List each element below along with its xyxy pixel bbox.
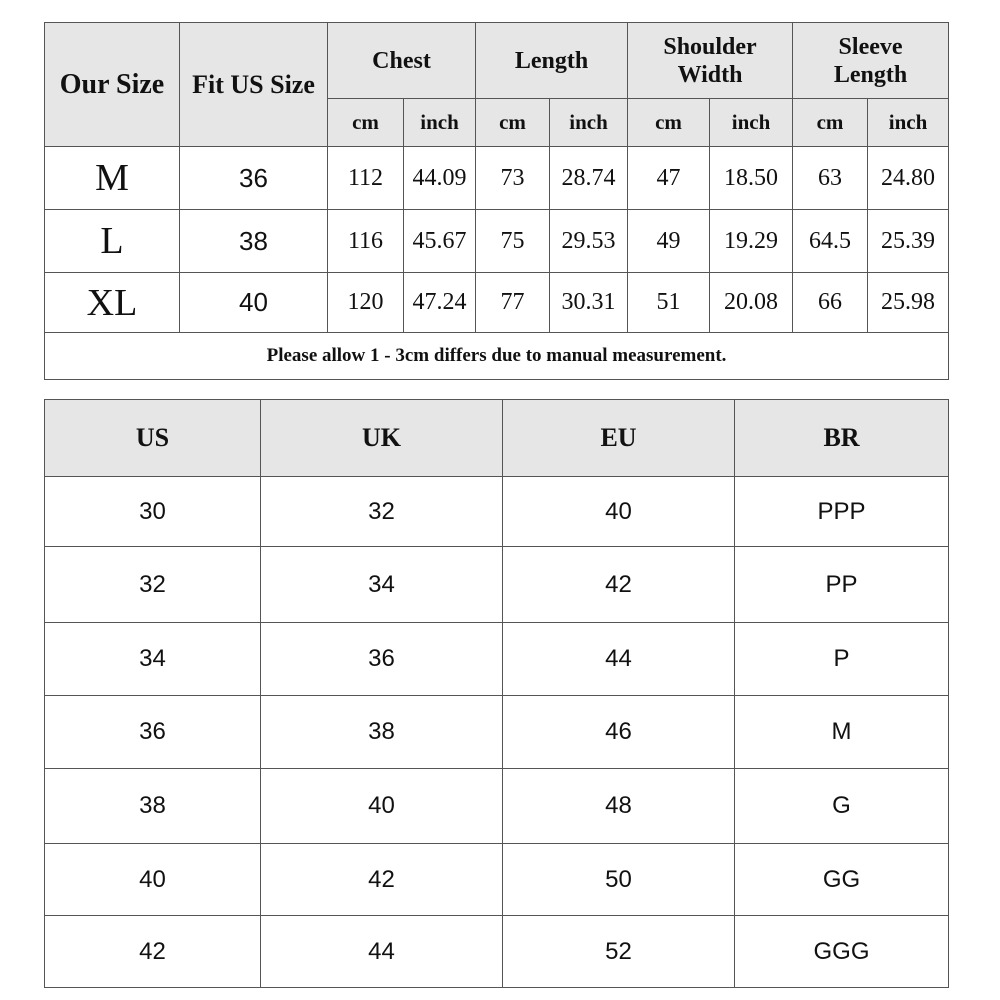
conversion-row (45, 547, 949, 623)
conversion-cell: 42 (45, 916, 261, 988)
conversion-cell: P (735, 623, 949, 696)
conversion-cell: 44 (503, 623, 735, 696)
measurement-cell: 66 (793, 273, 868, 333)
fit-us-size-cell: 38 (180, 210, 328, 273)
conversion-row (45, 916, 949, 988)
measurement-cell: 29.53 (550, 210, 628, 273)
conversion-row (45, 477, 949, 547)
chest-header (328, 23, 476, 99)
conversion-row (45, 696, 949, 769)
conversion-cell: 48 (503, 769, 735, 844)
our-size-cell: L (45, 210, 180, 273)
br-header: BR (735, 400, 949, 477)
measurement-cell: 20.08 (710, 273, 793, 333)
size-row (45, 273, 949, 333)
measurement-cell: 116 (328, 210, 404, 273)
conversion-cell: PPP (735, 477, 949, 547)
unit-cm: cm (476, 99, 550, 147)
size-row (45, 210, 949, 273)
measurement-cell: 19.29 (710, 210, 793, 273)
unit-cm: cm (628, 99, 710, 147)
measurement-cell: 63 (793, 147, 868, 210)
measurement-cell: 44.09 (404, 147, 476, 210)
conversion-cell: 38 (45, 769, 261, 844)
unit-inch: inch (710, 99, 793, 147)
our-size-cell: XL (45, 273, 180, 333)
shoulder-header-line2: Width (677, 61, 743, 88)
measurement-cell: 64.5 (793, 210, 868, 273)
length-header (476, 23, 628, 99)
conversion-row (45, 623, 949, 696)
conversion-cell: PP (735, 547, 949, 623)
conversion-cell: 42 (503, 547, 735, 623)
conversion-cell: 34 (261, 547, 503, 623)
unit-cm: cm (793, 99, 868, 147)
measurement-cell: 47.24 (404, 273, 476, 333)
size-conversion-table (44, 399, 949, 988)
measurement-cell: 47 (628, 147, 710, 210)
measurement-cell: 18.50 (710, 147, 793, 210)
measurement-cell: 45.67 (404, 210, 476, 273)
measurement-cell: 25.39 (868, 210, 949, 273)
conversion-cell: 32 (261, 477, 503, 547)
length-header-label: Length (514, 47, 589, 74)
conversion-cell: 38 (261, 696, 503, 769)
conversion-cell: 36 (45, 696, 261, 769)
shoulder-width-header (628, 23, 793, 99)
conversion-cell: 44 (261, 916, 503, 988)
conversion-cell: GGG (735, 916, 949, 988)
conversion-cell: 34 (45, 623, 261, 696)
unit-inch: inch (404, 99, 476, 147)
unit-inch: inch (868, 99, 949, 147)
sleeve-length-header (793, 23, 949, 99)
eu-header: EU (503, 400, 735, 477)
conversion-cell: 50 (503, 844, 735, 916)
conversion-cell: 30 (45, 477, 261, 547)
measurement-cell: 25.98 (868, 273, 949, 333)
measurement-cell: 24.80 (868, 147, 949, 210)
fit-us-size-header: Fit US Size (180, 23, 328, 147)
sleeve-header-line1: Sleeve (838, 33, 903, 60)
measurement-cell: 51 (628, 273, 710, 333)
conversion-cell: 52 (503, 916, 735, 988)
measurement-cell: 49 (628, 210, 710, 273)
measurement-cell: 120 (328, 273, 404, 333)
measurement-note: Please allow 1 - 3cm differs due to manual measurement. (45, 333, 949, 380)
conversion-cell: 46 (503, 696, 735, 769)
unit-inch: inch (550, 99, 628, 147)
conversion-cell: 40 (45, 844, 261, 916)
measurement-cell: 30.31 (550, 273, 628, 333)
measurement-cell: 28.74 (550, 147, 628, 210)
conversion-cell: 40 (261, 769, 503, 844)
uk-header: UK (261, 400, 503, 477)
conversion-cell: GG (735, 844, 949, 916)
unit-cm: cm (328, 99, 404, 147)
our-size-cell: M (45, 147, 180, 210)
fit-us-size-cell: 36 (180, 147, 328, 210)
fit-us-size-cell: 40 (180, 273, 328, 333)
chest-header-label: Chest (372, 47, 431, 74)
conversion-row (45, 844, 949, 916)
conversion-cell: G (735, 769, 949, 844)
sleeve-header-line2: Length (833, 61, 908, 88)
conversion-cell: 32 (45, 547, 261, 623)
measurement-cell: 75 (476, 210, 550, 273)
measurement-cell: 73 (476, 147, 550, 210)
shoulder-header-line1: Shoulder (663, 33, 757, 60)
our-size-header: Our Size (45, 23, 180, 147)
measurement-cell: 112 (328, 147, 404, 210)
conversion-cell: 36 (261, 623, 503, 696)
size-measurement-table (44, 22, 949, 380)
us-header: US (45, 400, 261, 477)
conversion-cell: M (735, 696, 949, 769)
conversion-cell: 40 (503, 477, 735, 547)
measurement-cell: 77 (476, 273, 550, 333)
size-row (45, 147, 949, 210)
conversion-row (45, 769, 949, 844)
conversion-cell: 42 (261, 844, 503, 916)
